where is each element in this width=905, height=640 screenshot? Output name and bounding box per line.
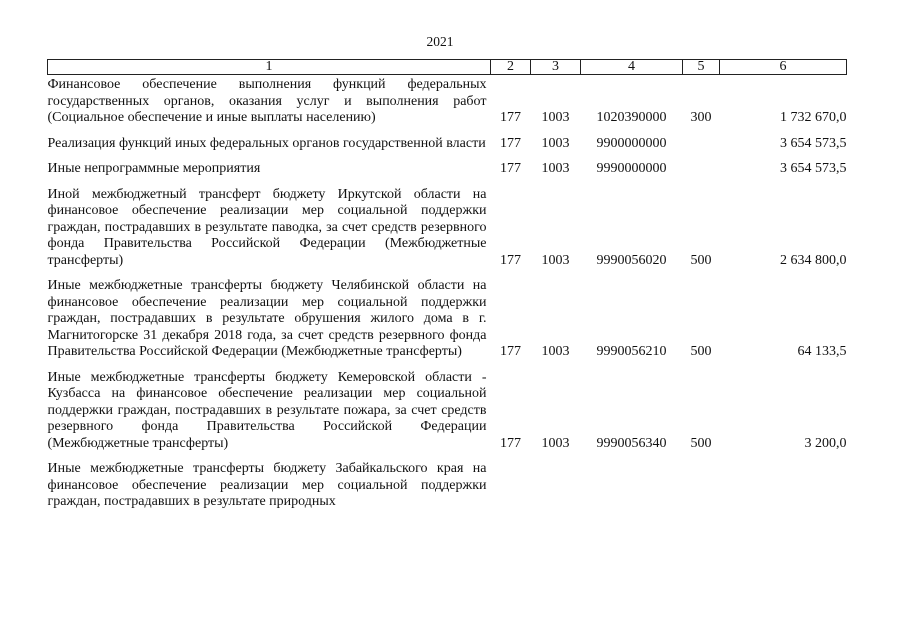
table-row [48,178,847,270]
row-section-code: 1003 [541,110,570,125]
row-section-code: 1003 [541,135,570,151]
row-ministry-code [491,452,531,511]
column-header-3: 3 [531,60,581,75]
row-description: Иные непрограммные мероприятия [47,161,261,176]
row-target-code: 9990056020 [596,252,667,268]
row-amount: 3 200,0 [804,435,847,451]
row-description: Реализация функций иных федеральных органов государственной власти [47,135,486,151]
column-header-5: 5 [683,60,720,75]
row-description: Иной межбюджетный трансферт бюджету Иркутской области на финансовое обеспечение реализации мер социальной поддержки граждан, пострадавших в результате паводка, за счет средств резервного фонда Правительства Российской Федерации (Межбюджетные трансферты) [47,186,487,268]
row-section-code: 1003 [541,435,570,451]
table-row [48,127,847,153]
row-target-code: 9990000000 [596,161,667,176]
row-target-code: 1020390000 [596,110,667,125]
row-target-code: 9900000000 [596,135,667,151]
row-target-code [581,452,683,511]
table-row [48,452,847,511]
row-section-code [531,452,581,511]
row-ministry-code: 177 [500,344,521,359]
row-description: Иные межбюджетные трансферты бюджету Челябинской области на финансовое обеспечение реализации мер социальной поддержки граждан, пострадавших в результате обрушения жилого дома в г. Магнитогорске 31 декабря 2018 года, за счет средств резервного фонда Правительства Российской Федерации (Межбюджетные трансферты) [47,278,487,359]
column-header-4: 4 [581,60,683,75]
row-target-code: 9990056210 [596,344,667,359]
row-description: Финансовое обеспечение выполнения функций федеральных государственных органов, оказания услуг и выполнения работ (Социальное обеспечение и иные выплаты населению) [47,77,487,125]
column-header-1: 1 [48,60,491,75]
page-number: 2021 [426,34,454,49]
row-expense-type [683,152,720,178]
row-amount [720,452,847,511]
table-row [48,75,847,127]
row-section-code: 1003 [541,161,570,176]
row-description: Иные межбюджетные трансферты бюджету Кемеровской области - Кузбасса на финансовое обеспечение реализации мер социальной поддержки граждан, пострадавших в результате пожара, за счет средств резервного фонда Правительства Российской Федерации (Межбюджетные трансферты) [47,369,487,451]
row-expense-type: 300 [690,110,712,125]
row-amount: 1 732 670,0 [780,110,847,125]
row-description: Иные межбюджетные трансферты бюджету Забайкальского края на финансовое обеспечение реализации мер социальной поддержки граждан, пострадавших в результате природных [47,461,487,509]
row-ministry-code: 177 [500,110,521,125]
row-expense-type [683,127,720,153]
row-section-code: 1003 [541,252,570,268]
row-amount: 3 654 573,5 [780,161,847,176]
header-row [48,60,847,75]
row-amount: 64 133,5 [797,344,847,359]
row-ministry-code: 177 [500,135,521,151]
row-expense-type: 500 [690,435,712,451]
row-ministry-code: 177 [500,252,521,268]
row-target-code: 9990056340 [596,435,667,451]
table-row [48,152,847,178]
row-expense-type: 500 [690,344,712,359]
row-ministry-code: 177 [500,435,521,451]
budget-table [47,59,847,511]
row-expense-type [683,452,720,511]
table-row [48,361,847,453]
table-row [48,269,847,361]
row-amount: 3 654 573,5 [780,135,847,151]
row-ministry-code: 177 [500,161,521,176]
row-section-code: 1003 [541,344,570,359]
column-header-2: 2 [491,60,531,75]
row-amount: 2 634 800,0 [780,252,847,268]
row-expense-type: 500 [690,252,712,268]
column-header-6: 6 [720,60,847,75]
